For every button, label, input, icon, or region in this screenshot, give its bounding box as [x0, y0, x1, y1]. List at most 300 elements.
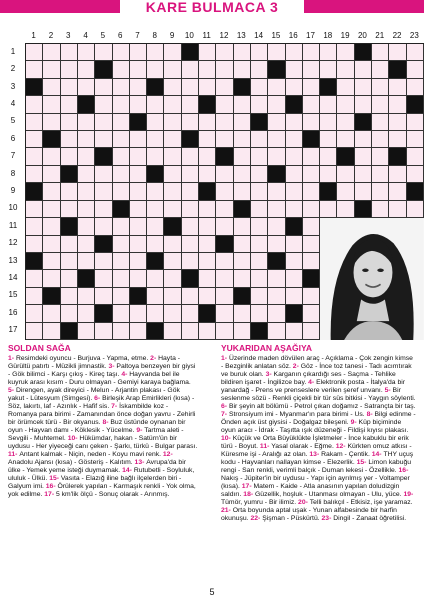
grid-cell[interactable] — [78, 218, 95, 235]
grid-cell[interactable] — [113, 79, 130, 96]
grid-cell[interactable] — [164, 305, 181, 322]
grid-cell[interactable] — [147, 44, 164, 61]
grid-cell[interactable] — [182, 183, 199, 200]
grid-cell[interactable] — [61, 253, 78, 270]
grid-cell[interactable] — [61, 305, 78, 322]
grid-cell[interactable] — [407, 44, 424, 61]
grid-cell[interactable] — [43, 201, 60, 218]
grid-cell[interactable] — [303, 44, 320, 61]
grid-cell[interactable] — [268, 148, 285, 165]
grid-cell[interactable] — [303, 201, 320, 218]
grid-cell[interactable] — [234, 166, 251, 183]
grid-cell[interactable] — [303, 79, 320, 96]
grid-cell[interactable] — [199, 253, 216, 270]
grid-cell[interactable] — [320, 183, 337, 200]
grid-cell[interactable] — [26, 131, 43, 148]
grid-cell[interactable] — [164, 148, 181, 165]
grid-cell[interactable] — [78, 131, 95, 148]
grid-cell[interactable] — [407, 148, 424, 165]
grid-cell[interactable] — [268, 61, 285, 78]
grid-cell[interactable] — [113, 288, 130, 305]
grid-cell[interactable] — [113, 44, 130, 61]
grid-cell[interactable] — [251, 114, 268, 131]
grid-cell[interactable] — [372, 61, 389, 78]
grid-cell[interactable] — [164, 183, 181, 200]
grid-cell[interactable] — [268, 201, 285, 218]
grid-cell[interactable] — [234, 61, 251, 78]
grid-cell[interactable] — [199, 131, 216, 148]
grid-cell[interactable] — [251, 305, 268, 322]
grid-cell[interactable] — [407, 114, 424, 131]
grid-cell[interactable] — [251, 148, 268, 165]
grid-cell[interactable] — [61, 183, 78, 200]
grid-cell[interactable] — [26, 253, 43, 270]
grid-cell[interactable] — [286, 148, 303, 165]
grid-cell[interactable] — [268, 253, 285, 270]
grid-cell[interactable] — [147, 288, 164, 305]
grid-cell[interactable] — [78, 253, 95, 270]
grid-cell[interactable] — [268, 44, 285, 61]
grid-cell[interactable] — [251, 201, 268, 218]
grid-cell[interactable] — [199, 114, 216, 131]
grid-cell[interactable] — [320, 166, 337, 183]
grid-cell[interactable] — [268, 236, 285, 253]
grid-cell[interactable] — [113, 131, 130, 148]
grid-cell[interactable] — [286, 114, 303, 131]
grid-cell[interactable] — [234, 183, 251, 200]
grid-cell[interactable] — [113, 183, 130, 200]
grid-cell[interactable] — [337, 131, 354, 148]
grid-cell[interactable] — [286, 323, 303, 340]
grid-cell[interactable] — [130, 61, 147, 78]
grid-cell[interactable] — [95, 288, 112, 305]
grid-cell[interactable] — [43, 166, 60, 183]
grid-cell[interactable] — [216, 166, 233, 183]
grid-cell[interactable] — [113, 201, 130, 218]
grid-cell[interactable] — [182, 253, 199, 270]
grid-cell[interactable] — [268, 183, 285, 200]
grid-cell[interactable] — [234, 288, 251, 305]
grid-cell[interactable] — [355, 201, 372, 218]
grid-cell[interactable] — [337, 166, 354, 183]
grid-cell[interactable] — [320, 44, 337, 61]
grid-cell[interactable] — [286, 79, 303, 96]
grid-cell[interactable] — [26, 44, 43, 61]
grid-cell[interactable] — [95, 131, 112, 148]
grid-cell[interactable] — [199, 323, 216, 340]
grid-cell[interactable] — [337, 114, 354, 131]
grid-cell[interactable] — [407, 166, 424, 183]
grid-cell[interactable] — [43, 323, 60, 340]
grid-cell[interactable] — [95, 218, 112, 235]
grid-cell[interactable] — [251, 236, 268, 253]
grid-cell[interactable] — [164, 236, 181, 253]
grid-cell[interactable] — [355, 131, 372, 148]
grid-cell[interactable] — [130, 96, 147, 113]
grid-cell[interactable] — [372, 166, 389, 183]
grid-cell[interactable] — [113, 114, 130, 131]
grid-cell[interactable] — [164, 201, 181, 218]
grid-cell[interactable] — [182, 131, 199, 148]
grid-cell[interactable] — [389, 96, 406, 113]
grid-cell[interactable] — [407, 131, 424, 148]
grid-cell[interactable] — [95, 201, 112, 218]
grid-cell[interactable] — [61, 218, 78, 235]
grid-cell[interactable] — [286, 253, 303, 270]
grid-cell[interactable] — [407, 79, 424, 96]
grid-cell[interactable] — [251, 218, 268, 235]
grid-cell[interactable] — [355, 114, 372, 131]
grid-cell[interactable] — [43, 305, 60, 322]
grid-cell[interactable] — [26, 305, 43, 322]
grid-cell[interactable] — [78, 305, 95, 322]
grid-cell[interactable] — [130, 305, 147, 322]
grid-cell[interactable] — [216, 79, 233, 96]
grid-cell[interactable] — [286, 166, 303, 183]
grid-cell[interactable] — [251, 131, 268, 148]
grid-cell[interactable] — [320, 79, 337, 96]
grid-cell[interactable] — [164, 96, 181, 113]
grid-cell[interactable] — [234, 201, 251, 218]
grid-cell[interactable] — [130, 148, 147, 165]
grid-cell[interactable] — [164, 253, 181, 270]
grid-cell[interactable] — [199, 96, 216, 113]
grid-cell[interactable] — [95, 44, 112, 61]
grid-cell[interactable] — [234, 79, 251, 96]
grid-cell[interactable] — [234, 323, 251, 340]
grid-cell[interactable] — [95, 166, 112, 183]
grid-cell[interactable] — [303, 288, 320, 305]
grid-cell[interactable] — [268, 166, 285, 183]
grid-cell[interactable] — [320, 201, 337, 218]
grid-cell[interactable] — [268, 270, 285, 287]
grid-cell[interactable] — [113, 61, 130, 78]
grid-cell[interactable] — [251, 323, 268, 340]
grid-cell[interactable] — [95, 253, 112, 270]
grid-cell[interactable] — [130, 218, 147, 235]
grid-cell[interactable] — [61, 131, 78, 148]
grid-cell[interactable] — [372, 201, 389, 218]
grid-cell[interactable] — [43, 288, 60, 305]
grid-cell[interactable] — [251, 79, 268, 96]
grid-cell[interactable] — [78, 201, 95, 218]
grid-cell[interactable] — [320, 148, 337, 165]
grid-cell[interactable] — [216, 61, 233, 78]
grid-cell[interactable] — [372, 44, 389, 61]
grid-cell[interactable] — [95, 236, 112, 253]
grid-cell[interactable] — [43, 131, 60, 148]
grid-cell[interactable] — [182, 270, 199, 287]
grid-cell[interactable] — [147, 114, 164, 131]
grid-cell[interactable] — [389, 148, 406, 165]
grid-cell[interactable] — [234, 131, 251, 148]
grid-cell[interactable] — [164, 323, 181, 340]
grid-cell[interactable] — [182, 44, 199, 61]
grid-cell[interactable] — [268, 218, 285, 235]
grid-cell[interactable] — [95, 323, 112, 340]
grid-cell[interactable] — [147, 236, 164, 253]
grid-cell[interactable] — [61, 96, 78, 113]
grid-cell[interactable] — [113, 218, 130, 235]
grid-cell[interactable] — [268, 131, 285, 148]
grid-cell[interactable] — [43, 44, 60, 61]
grid-cell[interactable] — [130, 183, 147, 200]
grid-cell[interactable] — [130, 131, 147, 148]
grid-cell[interactable] — [337, 79, 354, 96]
grid-cell[interactable] — [303, 96, 320, 113]
grid-cell[interactable] — [26, 288, 43, 305]
grid-cell[interactable] — [147, 270, 164, 287]
grid-cell[interactable] — [164, 61, 181, 78]
grid-cell[interactable] — [303, 323, 320, 340]
grid-cell[interactable] — [268, 114, 285, 131]
grid-cell[interactable] — [251, 288, 268, 305]
grid-cell[interactable] — [216, 236, 233, 253]
grid-cell[interactable] — [26, 166, 43, 183]
grid-cell[interactable] — [95, 270, 112, 287]
grid-cell[interactable] — [251, 166, 268, 183]
grid-cell[interactable] — [234, 270, 251, 287]
grid-cell[interactable] — [355, 44, 372, 61]
grid-cell[interactable] — [234, 218, 251, 235]
grid-cell[interactable] — [95, 79, 112, 96]
grid-cell[interactable] — [164, 166, 181, 183]
grid-cell[interactable] — [78, 166, 95, 183]
grid-cell[interactable] — [182, 166, 199, 183]
grid-cell[interactable] — [251, 61, 268, 78]
grid-cell[interactable] — [268, 305, 285, 322]
grid-cell[interactable] — [199, 183, 216, 200]
grid-cell[interactable] — [26, 323, 43, 340]
grid-cell[interactable] — [43, 270, 60, 287]
grid-cell[interactable] — [372, 148, 389, 165]
grid-cell[interactable] — [26, 236, 43, 253]
grid-cell[interactable] — [286, 218, 303, 235]
grid-cell[interactable] — [147, 305, 164, 322]
grid-cell[interactable] — [251, 183, 268, 200]
grid-cell[interactable] — [164, 44, 181, 61]
grid-cell[interactable] — [95, 148, 112, 165]
grid-cell[interactable] — [286, 288, 303, 305]
grid-cell[interactable] — [303, 236, 320, 253]
grid-cell[interactable] — [355, 79, 372, 96]
grid-cell[interactable] — [113, 323, 130, 340]
grid-cell[interactable] — [234, 148, 251, 165]
grid-cell[interactable] — [407, 201, 424, 218]
grid-cell[interactable] — [216, 305, 233, 322]
grid-cell[interactable] — [216, 323, 233, 340]
grid-cell[interactable] — [78, 61, 95, 78]
grid-cell[interactable] — [355, 61, 372, 78]
grid-cell[interactable] — [389, 131, 406, 148]
grid-cell[interactable] — [43, 148, 60, 165]
grid-cell[interactable] — [389, 114, 406, 131]
grid-cell[interactable] — [216, 253, 233, 270]
grid-cell[interactable] — [26, 270, 43, 287]
grid-cell[interactable] — [78, 114, 95, 131]
grid-cell[interactable] — [251, 270, 268, 287]
grid-cell[interactable] — [43, 236, 60, 253]
grid-cell[interactable] — [182, 305, 199, 322]
grid-cell[interactable] — [26, 114, 43, 131]
grid-cell[interactable] — [26, 183, 43, 200]
grid-cell[interactable] — [372, 96, 389, 113]
grid-cell[interactable] — [130, 288, 147, 305]
grid-cell[interactable] — [268, 288, 285, 305]
grid-cell[interactable] — [286, 270, 303, 287]
grid-cell[interactable] — [164, 79, 181, 96]
grid-cell[interactable] — [43, 61, 60, 78]
grid-cell[interactable] — [216, 201, 233, 218]
grid-cell[interactable] — [216, 288, 233, 305]
grid-cell[interactable] — [216, 44, 233, 61]
grid-cell[interactable] — [337, 61, 354, 78]
grid-cell[interactable] — [216, 96, 233, 113]
grid-cell[interactable] — [286, 96, 303, 113]
grid-cell[interactable] — [147, 183, 164, 200]
grid-cell[interactable] — [78, 288, 95, 305]
grid-cell[interactable] — [78, 323, 95, 340]
grid-cell[interactable] — [61, 44, 78, 61]
grid-cell[interactable] — [216, 218, 233, 235]
grid-cell[interactable] — [61, 148, 78, 165]
grid-cell[interactable] — [147, 96, 164, 113]
grid-cell[interactable] — [337, 148, 354, 165]
grid-cell[interactable] — [320, 96, 337, 113]
grid-cell[interactable] — [216, 114, 233, 131]
grid-cell[interactable] — [234, 114, 251, 131]
grid-cell[interactable] — [113, 96, 130, 113]
grid-cell[interactable] — [286, 61, 303, 78]
grid-cell[interactable] — [182, 148, 199, 165]
grid-cell[interactable] — [355, 148, 372, 165]
grid-cell[interactable] — [389, 166, 406, 183]
grid-cell[interactable] — [303, 305, 320, 322]
grid-cell[interactable] — [182, 218, 199, 235]
grid-cell[interactable] — [286, 44, 303, 61]
grid-cell[interactable] — [199, 218, 216, 235]
grid-cell[interactable] — [216, 183, 233, 200]
grid-cell[interactable] — [78, 96, 95, 113]
grid-cell[interactable] — [61, 236, 78, 253]
grid-cell[interactable] — [26, 148, 43, 165]
grid-cell[interactable] — [372, 183, 389, 200]
grid-cell[interactable] — [43, 183, 60, 200]
grid-cell[interactable] — [372, 131, 389, 148]
grid-cell[interactable] — [320, 61, 337, 78]
grid-cell[interactable] — [182, 114, 199, 131]
grid-cell[interactable] — [199, 79, 216, 96]
grid-cell[interactable] — [130, 166, 147, 183]
grid-cell[interactable] — [95, 96, 112, 113]
grid-cell[interactable] — [164, 131, 181, 148]
grid-cell[interactable] — [303, 270, 320, 287]
grid-cell[interactable] — [78, 183, 95, 200]
grid-cell[interactable] — [199, 61, 216, 78]
grid-cell[interactable] — [43, 218, 60, 235]
grid-cell[interactable] — [147, 131, 164, 148]
grid-cell[interactable] — [43, 114, 60, 131]
grid-cell[interactable] — [61, 323, 78, 340]
grid-cell[interactable] — [199, 201, 216, 218]
grid-cell[interactable] — [43, 253, 60, 270]
grid-cell[interactable] — [337, 96, 354, 113]
grid-cell[interactable] — [216, 148, 233, 165]
grid-cell[interactable] — [199, 166, 216, 183]
grid-cell[interactable] — [199, 148, 216, 165]
grid-cell[interactable] — [113, 166, 130, 183]
grid-cell[interactable] — [407, 96, 424, 113]
grid-cell[interactable] — [199, 270, 216, 287]
grid-cell[interactable] — [355, 166, 372, 183]
grid-cell[interactable] — [389, 44, 406, 61]
grid-cell[interactable] — [78, 270, 95, 287]
grid-cell[interactable] — [147, 148, 164, 165]
grid-cell[interactable] — [372, 79, 389, 96]
grid-cell[interactable] — [95, 305, 112, 322]
grid-cell[interactable] — [147, 201, 164, 218]
grid-cell[interactable] — [372, 114, 389, 131]
grid-cell[interactable] — [320, 114, 337, 131]
grid-cell[interactable] — [303, 183, 320, 200]
grid-cell[interactable] — [95, 114, 112, 131]
grid-cell[interactable] — [199, 236, 216, 253]
grid-cell[interactable] — [164, 114, 181, 131]
grid-cell[interactable] — [130, 236, 147, 253]
grid-cell[interactable] — [130, 114, 147, 131]
grid-cell[interactable] — [234, 44, 251, 61]
grid-cell[interactable] — [355, 96, 372, 113]
grid-cell[interactable] — [182, 79, 199, 96]
grid-cell[interactable] — [251, 44, 268, 61]
grid-cell[interactable] — [251, 253, 268, 270]
grid-cell[interactable] — [61, 166, 78, 183]
grid-cell[interactable] — [303, 166, 320, 183]
grid-cell[interactable] — [61, 288, 78, 305]
grid-cell[interactable] — [130, 44, 147, 61]
grid-cell[interactable] — [61, 114, 78, 131]
grid-cell[interactable] — [95, 61, 112, 78]
grid-cell[interactable] — [303, 148, 320, 165]
grid-cell[interactable] — [113, 270, 130, 287]
grid-cell[interactable] — [407, 183, 424, 200]
grid-cell[interactable] — [147, 253, 164, 270]
grid-cell[interactable] — [216, 270, 233, 287]
grid-cell[interactable] — [182, 61, 199, 78]
grid-cell[interactable] — [26, 201, 43, 218]
grid-cell[interactable] — [234, 96, 251, 113]
grid-cell[interactable] — [303, 61, 320, 78]
grid-cell[interactable] — [182, 288, 199, 305]
grid-cell[interactable] — [303, 131, 320, 148]
grid-cell[interactable] — [43, 96, 60, 113]
grid-cell[interactable] — [113, 305, 130, 322]
grid-cell[interactable] — [268, 79, 285, 96]
grid-cell[interactable] — [320, 131, 337, 148]
grid-cell[interactable] — [234, 236, 251, 253]
grid-cell[interactable] — [26, 218, 43, 235]
grid-cell[interactable] — [43, 79, 60, 96]
grid-cell[interactable] — [78, 148, 95, 165]
grid-cell[interactable] — [199, 305, 216, 322]
grid-cell[interactable] — [286, 131, 303, 148]
grid-cell[interactable] — [113, 236, 130, 253]
grid-cell[interactable] — [78, 236, 95, 253]
grid-cell[interactable] — [95, 183, 112, 200]
grid-cell[interactable] — [147, 166, 164, 183]
grid-cell[interactable] — [147, 79, 164, 96]
grid-cell[interactable] — [355, 183, 372, 200]
